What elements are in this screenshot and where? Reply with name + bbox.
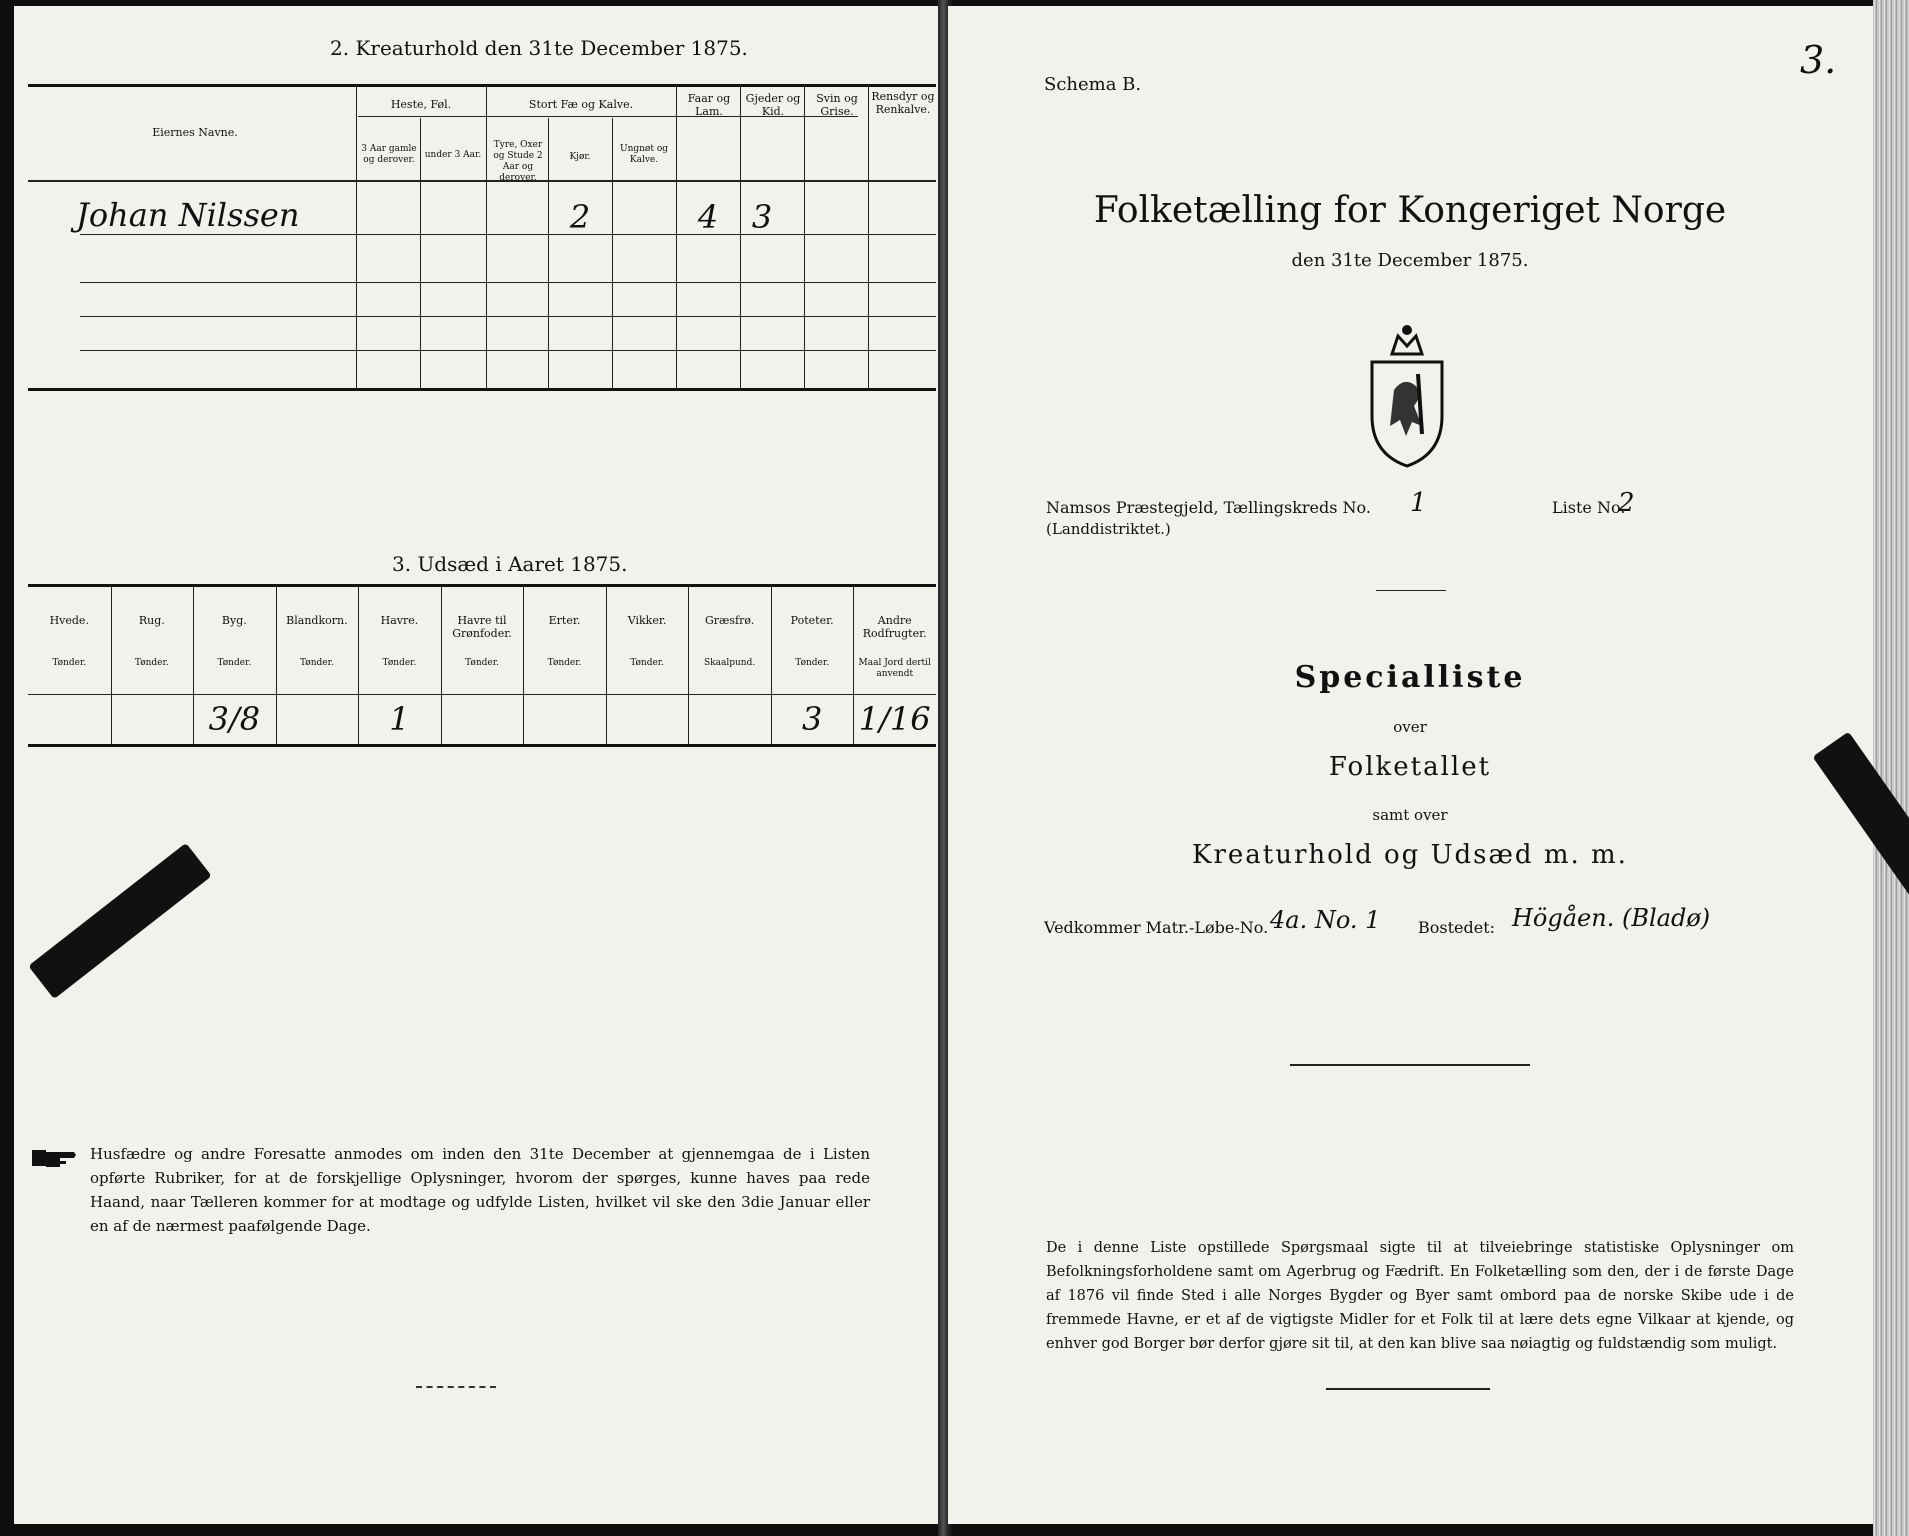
sowing-col-header: Hvede.	[49, 614, 89, 627]
cows-value: 2	[569, 198, 591, 236]
main-title: Folketælling for Kongeriget Norge	[1093, 190, 1727, 231]
sowing-col-header: Andre Rodfrugter.	[862, 614, 927, 640]
sowing-col-unit: Tønder.	[300, 658, 334, 668]
sowing-col-unit: Skaalpund.	[704, 658, 756, 668]
specialliste-title: Specialliste	[1294, 660, 1526, 695]
sowing-col-header: Græsfrø.	[704, 614, 755, 627]
bosted-label: Bostedet:	[1418, 918, 1496, 937]
sowing-col-unit: Tønder.	[217, 658, 252, 668]
livestock-heading: 2. Kreaturhold den 31te December 1875.	[330, 36, 748, 60]
sowing-col-header: Havre.	[380, 614, 419, 627]
district-number: 1	[1410, 488, 1427, 518]
parish-label: Namsos Præstegjeld, Tællingskreds No.	[1046, 498, 1371, 517]
notice-text: Husfædre og andre Foresatte anmodes om inden den 31te December at gjennemgaa de i Listen opførte Rubriker, for at de forskjellige Oplysninger, hvorom der spørges, kunne haves paa rede Haand, naar Tælleren kommer for at modtage og udfylde Listen, hvilket vil ske den 3die Januar eller en af de nærmest paafølgende Dage.	[90, 1145, 870, 1235]
sowing-col-header: Rug.	[138, 614, 165, 627]
sowing-col-header: Havre til Grønfoder.	[452, 614, 512, 640]
census-date: den 31te December 1875.	[1291, 250, 1529, 271]
sowing-col-header: Vikker.	[627, 614, 667, 627]
sowing-col-unit: Tønder.	[630, 658, 664, 668]
sowing-value: 1	[389, 700, 410, 738]
matr-label: Vedkommer Matr.-Løbe-No.	[1044, 918, 1269, 937]
list-label: Liste No.	[1552, 498, 1626, 517]
table-top-rule	[28, 84, 936, 87]
sowing-col-header: Erter.	[548, 614, 581, 627]
schema-label: Schema B.	[1044, 74, 1142, 95]
sowing-col-header: Blandkorn.	[286, 614, 348, 627]
subdistrict-label: (Landdistriktet.)	[1046, 520, 1171, 538]
sowing-value: 3/8	[208, 700, 261, 738]
sowing-heading: 3. Udsæd i Aaret 1875.	[392, 552, 628, 576]
page-edges	[1873, 0, 1909, 1536]
sowing-value: 1/16	[858, 700, 931, 738]
matr-value: 4a. No. 1	[1270, 906, 1381, 934]
sowing-col-header: Byg.	[221, 614, 247, 627]
folketallet-title: Folketallet	[1328, 752, 1492, 782]
pointing-hand-icon	[30, 1144, 78, 1172]
goats-value: 3	[751, 198, 773, 236]
list-number: 2	[1618, 488, 1635, 518]
owner-col-header: Eiernes Navne.	[152, 126, 238, 139]
sowing-col-unit: Tønder.	[134, 658, 169, 668]
sheep-value: 4	[697, 198, 719, 236]
kreaturhold-title: Kreaturhold og Udsæd m. m.	[1192, 840, 1628, 870]
sowing-col-unit: Tønder.	[795, 658, 830, 668]
sowing-col-unit: Maal Jord dertil anvendt	[858, 658, 931, 679]
sowing-col-unit: Tønder.	[465, 658, 499, 668]
sowing-col-unit: Tønder.	[382, 658, 417, 668]
footer-text: De i denne Liste opstillede Spørgsmaal sigte til at tilveiebringe statistiske Oplysninger om Befolkningsforholdene samt om Agerbrug og Fædrift. En Folketælling som den, der i de første Dage af 1876 vil finde Sted i alle Norges Bygder og Byer samt ombord paa de norske Skibe ude i de fremmede Havne, er et af de vigtigste Midler for et Folk til at lære dets egne Vilkaar at kjende, og enhver god Borger bør derfor gjøre sit til, at den kan blive saa nøiagtig og fuldstændig som muligt.	[1046, 1240, 1794, 1352]
owner-name: Johan Nilssen	[76, 196, 300, 234]
sowing-value: 3	[801, 700, 823, 738]
page-number: 3.	[1800, 38, 1837, 82]
sowing-col-header: Poteter.	[790, 614, 834, 627]
sowing-col-unit: Tønder.	[547, 658, 582, 668]
sowing-col-unit: Tønder.	[52, 658, 87, 668]
bosted-value: Högåen. (Bladø)	[1512, 904, 1711, 932]
coat-of-arms-icon	[1352, 310, 1462, 470]
